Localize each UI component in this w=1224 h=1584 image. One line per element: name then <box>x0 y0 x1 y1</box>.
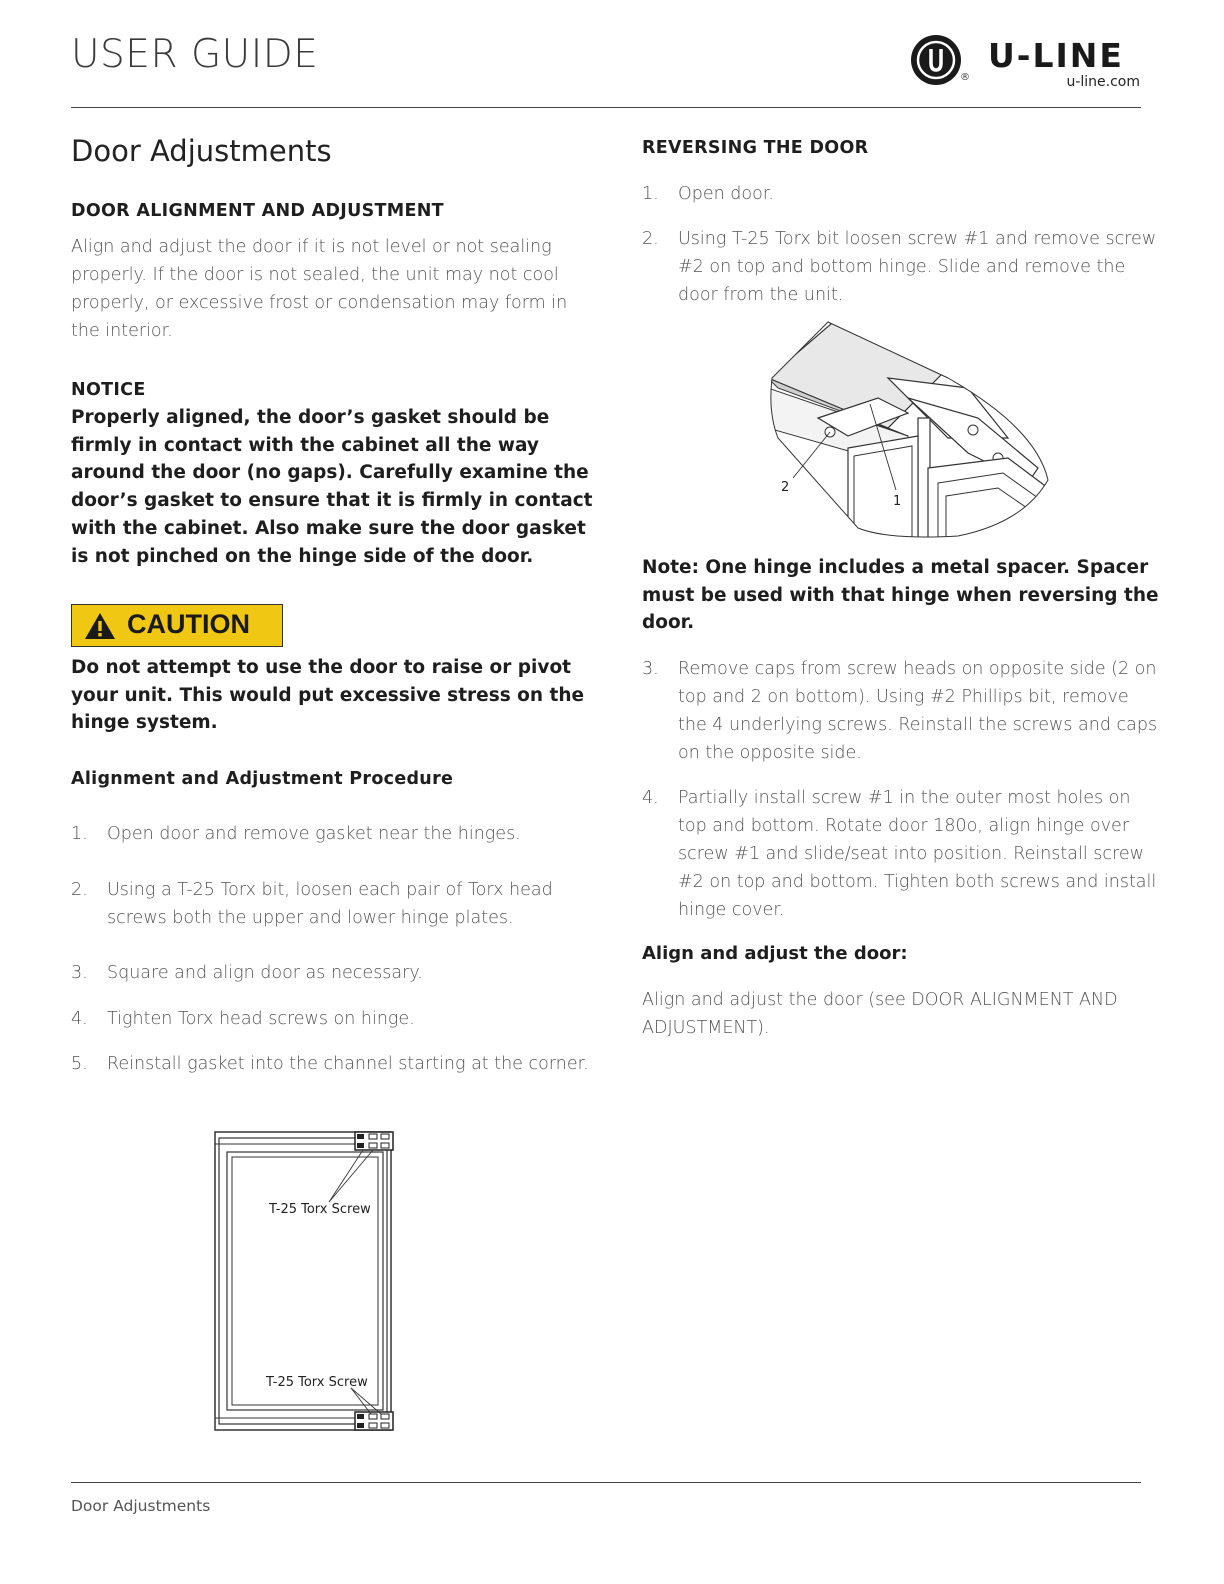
step-text <box>107 820 521 848</box>
step-line: Using a T-25 Torx bit, loosen each pair of Torx head <box>107 880 553 900</box>
step-line: on the opposite side. <box>678 743 862 763</box>
step-text <box>107 959 423 987</box>
notice-paragraph <box>71 404 593 570</box>
intro-line: Align and adjust the door if it is not level or not sealing <box>71 237 552 257</box>
step-number: 1. <box>642 184 659 204</box>
logo-wordmark: U-LINE <box>988 36 1124 75</box>
align-heading: Align and adjust the door: <box>642 943 908 964</box>
step-number: 1. <box>71 824 88 844</box>
step-line: screws both the upper and lower hinge plates. <box>107 908 514 928</box>
procedure-title: Alignment and Adjustment Procedure <box>71 769 454 789</box>
notice-line: with the cabinet. Also make sure the door gasket <box>71 517 586 539</box>
step-text <box>678 180 774 208</box>
section-title: Door Adjustments <box>71 134 332 168</box>
intro-line: properly, or excessive frost or condensation may form in <box>71 293 568 313</box>
notice-line: around the door (no gaps). Carefully examine the <box>71 462 589 484</box>
step-number: 2. <box>642 229 659 249</box>
step-number: 4. <box>642 788 659 808</box>
hinge-label-2: 2 <box>781 480 790 495</box>
notice-line: is not pinched on the hinge side of the door. <box>71 545 534 567</box>
caution-line: hinge system. <box>71 712 218 734</box>
step-line: top and bottom. Rotate door 180o, align hinge over <box>678 816 1130 836</box>
step-line: #2 on top and bottom. Tighten both screws and install <box>678 872 1157 892</box>
step-line: Square and align door as necessary. <box>107 963 423 983</box>
step-line: Partially install screw #1 in the outer most holes on <box>678 788 1131 808</box>
step-number: 3. <box>71 963 88 983</box>
hinge-figure <box>768 318 1052 540</box>
note-line: must be used with that hinge when reversing the <box>642 584 1159 606</box>
footer-rule <box>71 1482 1141 1483</box>
step-line: screw #1 and slide/seat into position. Reinstall screw <box>678 844 1144 864</box>
reversing-subheading: REVERSING THE DOOR <box>642 138 869 158</box>
u-line-logo-icon <box>910 34 966 90</box>
step-line: Tighten Torx head screws on hinge. <box>107 1009 415 1029</box>
note-line: Note: One hinge includes a metal spacer. Spacer <box>642 557 1149 578</box>
intro-line: properly. If the door is not sealed, the unit may not cool <box>71 265 559 285</box>
step-line: the 4 underlying screws. Reinstall the screws and caps <box>678 715 1158 735</box>
header-rule <box>71 107 1141 108</box>
step-line: hinge cover. <box>678 900 785 920</box>
step-text <box>678 784 1156 924</box>
intro-paragraph <box>71 233 567 345</box>
step-line: Using T-25 Torx bit loosen screw #1 and remove screw <box>678 229 1157 249</box>
align-paragraph <box>642 986 1118 1042</box>
bottom-hinge <box>355 1412 393 1430</box>
hinge-drawing <box>768 318 1048 540</box>
caution-badge <box>71 604 283 647</box>
warning-triangle-icon <box>84 612 116 640</box>
step-line: Remove caps from screw heads on opposite side (2 on <box>678 659 1157 679</box>
registered-mark: ® <box>960 72 970 83</box>
caution-line: Do not attempt to use the door to raise or pivot <box>71 657 571 678</box>
page-title: USER GUIDE <box>71 32 319 77</box>
bottom-screw-label: T-25 Torx Screw <box>266 1375 368 1390</box>
top-hinge <box>355 1132 393 1150</box>
brand-logo <box>910 34 1142 92</box>
footer-text: Door Adjustments <box>71 1497 211 1515</box>
step-text <box>678 225 1156 309</box>
step-line: top and 2 on bottom). Using #2 Phillips bit, remove <box>678 687 1129 707</box>
alignment-subheading: DOOR ALIGNMENT AND ADJUSTMENT <box>71 201 444 221</box>
align-line: ADJUSTMENT). <box>642 1018 770 1038</box>
align-line: Align and adjust the door (see DOOR ALIGNMENT AND <box>642 990 1118 1010</box>
step-text <box>107 1050 589 1078</box>
notice-line: door’s gasket to ensure that it is firmly in contact <box>71 490 593 512</box>
caution-label: CAUTION <box>127 609 250 639</box>
top-screw-label: T-25 Torx Screw <box>269 1202 371 1217</box>
notice-line: Properly aligned, the door’s gasket should be <box>71 407 550 428</box>
logo-url: u-line.com <box>1066 74 1140 90</box>
step-number: 4. <box>71 1009 88 1029</box>
door-torx-figure <box>205 1122 405 1440</box>
step-text <box>107 1005 415 1033</box>
step-number: 5. <box>71 1054 88 1074</box>
notice-label: NOTICE <box>71 380 146 400</box>
step-line: Open door and remove gasket near the hinges. <box>107 824 521 844</box>
caution-paragraph <box>71 654 584 737</box>
step-text <box>678 655 1157 767</box>
step-line: door from the unit. <box>678 285 844 305</box>
step-line: Reinstall gasket into the channel starting at the corner. <box>107 1054 589 1074</box>
notice-line: firmly in contact with the cabinet all the way <box>71 434 539 456</box>
step-line: Open door. <box>678 184 774 204</box>
intro-line: the interior. <box>71 321 173 341</box>
step-line: #2 on top and bottom hinge. Slide and remove the <box>678 257 1126 277</box>
hinge-label-1: 1 <box>893 494 902 509</box>
step-text <box>107 876 553 932</box>
step-number: 3. <box>642 659 659 679</box>
spacer-note <box>642 554 1159 637</box>
step-number: 2. <box>71 880 88 900</box>
note-line: door. <box>642 612 695 634</box>
caution-line: your unit. This would put excessive stress on the <box>71 684 585 706</box>
